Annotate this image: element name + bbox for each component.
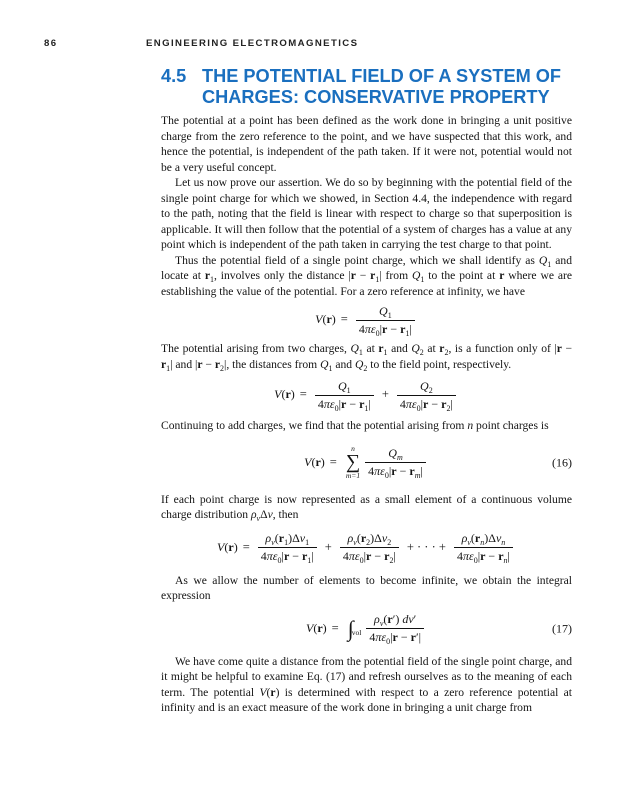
paragraph-6: If each point charge is now represented as a small element of a continuous volume charge distribution $\rho_\nu\Delta\nu$, then bbox=[161, 492, 572, 523]
body-text bbox=[161, 113, 572, 716]
equation-number-16: (16) bbox=[552, 454, 572, 469]
equation-17: V ( r ) = ∫ vol $\frac{\rho_\nu(r') d\nu'}{4\pi\varepsilon_0|r - r'|}$ (17) bbox=[306, 612, 572, 646]
equation-volume-elements: V ( r ) = $\frac{\rho_\nu(r_1)\Delta\nu_1}{4\pi\varepsilon_0|r - r_1|}$ + $\frac{\rho_\nu(r_2)\Delta\nu_2}{4\pi\varepsilon_0|r - r_2|}$ + · · · + $\frac{\rho_\nu(r_n)\Delta\nu_n}{4\pi\varepsilon_0|r - r_n|}$ bbox=[161, 523, 572, 573]
section-number: 4.5 bbox=[161, 66, 187, 86]
equation-single-charge: V ( r ) = $\frac{Q_1}{4\pi\varepsilon_0|r - r_1|}$ bbox=[161, 299, 572, 341]
section-title-line1: THE POTENTIAL FIELD OF A SYSTEM OF bbox=[202, 66, 562, 86]
paragraph-5: Continuing to add charges, we find that the potential arising from n point charges is bbox=[161, 419, 549, 432]
equation-number-17: (17) bbox=[552, 620, 572, 635]
paragraph-2: Let us now prove our assertion. We do so by beginning with the potential field of the single point charge for which we showed, in Section 4.4, the independence with regard to the path, noting that the field is linear with respect to charge so that superposition is applicable. It will then follow that the potential of a system of charges has a value at any point which is independent of the path taken in carrying the test charge to that point. bbox=[161, 176, 572, 251]
paragraph-7: As we allow the number of elements to become infinite, we obtain the integral expression bbox=[161, 573, 572, 602]
running-header bbox=[44, 38, 584, 49]
paragraph-8: We have come quite a distance from the potential field of the single point charge, and it might be helpful to examine Eq. (17) and refresh ourselves as to the meaning of each term. The potential V(r) is determined with respect to a zero reference potential at infinity and is an exact measure of the work done in bringing a unit charge from bbox=[161, 654, 572, 714]
paragraph-4: The potential arising from two charges, $Q_1$ at $r_1$ and $Q_2$ at $r_2$, is a function only of $|r - r_1|$ and $|r - r_2|$, the distances from $Q_1$ and $Q_2$ to the field point, respectively. bbox=[161, 342, 573, 373]
equation-two-charges: V ( r ) = $\frac{Q_1}{4\pi\varepsilon_0|r - r_1|}$ + $\frac{Q_2}{4\pi\varepsilon_0|r - r_2|}$ bbox=[161, 372, 572, 418]
paragraph-1: The potential at a point has been defined as the work done in bringing a unit positive charge from the zero reference to the point, and we have suspected that this work, and hence the potential, is independent of the path taken. If it were not, potential would not be a very useful concept. bbox=[161, 114, 572, 174]
equation-16: V ( r ) = n ∑ m=1 $\frac{Q_m}{4\pi\varepsilon_0|r - r_m|}$ (16) bbox=[304, 444, 572, 480]
page-number: 86 bbox=[44, 38, 58, 49]
running-title: ENGINEERING ELECTROMAGNETICS bbox=[146, 38, 359, 49]
section-title-line2: CHARGES: CONSERVATIVE PROPERTY bbox=[202, 87, 550, 107]
paragraph-3: Thus the potential field of a single point charge, which we shall identify as $Q_1$ and locate at $r_1$, involves only the distance $|r - r_1|$ from $Q_1$ to the point at r where we are establishing the value of the potential. For a zero reference at infinity, we have bbox=[161, 253, 573, 298]
